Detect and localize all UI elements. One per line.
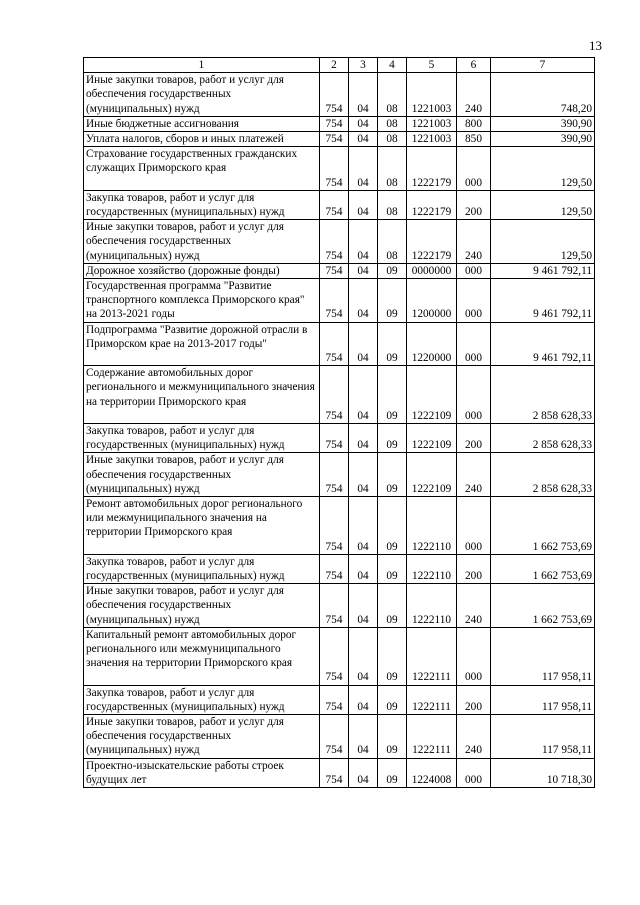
subsection-cell: 09 (378, 554, 407, 583)
code-gov-cell: 754 (320, 190, 349, 219)
amount-cell: 2 858 628,33 (491, 453, 595, 497)
target-item-cell: 1222109 (407, 366, 457, 424)
section-cell: 04 (349, 758, 378, 787)
description-cell: Содержание автомобильных дорог регионального и межмуниципального значения на территории Приморского края (84, 366, 320, 424)
target-item-cell: 1224008 (407, 758, 457, 787)
table-row (84, 424, 595, 453)
table-row (84, 758, 595, 787)
code-gov-cell: 754 (320, 132, 349, 147)
table-row (84, 190, 595, 219)
target-item-cell: 1221003 (407, 73, 457, 117)
expense-type-cell: 240 (457, 220, 491, 264)
table-row (84, 132, 595, 147)
table-row (84, 366, 595, 424)
expense-type-cell: 000 (457, 758, 491, 787)
section-cell: 04 (349, 366, 378, 424)
expense-type-cell: 000 (457, 263, 491, 278)
amount-cell: 10 718,30 (491, 758, 595, 787)
section-cell: 04 (349, 147, 378, 191)
header-cell-6: 6 (457, 58, 491, 73)
subsection-cell: 09 (378, 366, 407, 424)
code-gov-cell: 754 (320, 758, 349, 787)
description-cell: Закупка товаров, работ и услуг для государственных (муниципальных) нужд (84, 190, 320, 219)
amount-cell: 390,90 (491, 116, 595, 131)
target-item-cell: 1222179 (407, 190, 457, 219)
target-item-cell: 1222111 (407, 685, 457, 714)
subsection-cell: 09 (378, 685, 407, 714)
expense-type-cell: 000 (457, 322, 491, 366)
expense-type-cell: 200 (457, 190, 491, 219)
description-cell: Закупка товаров, работ и услуг для государственных (муниципальных) нужд (84, 424, 320, 453)
target-item-cell: 1222110 (407, 497, 457, 555)
amount-cell: 1 662 753,69 (491, 554, 595, 583)
subsection-cell: 09 (378, 279, 407, 323)
target-item-cell: 1200000 (407, 279, 457, 323)
amount-cell: 2 858 628,33 (491, 366, 595, 424)
table-row (84, 263, 595, 278)
amount-cell: 9 461 792,11 (491, 263, 595, 278)
budget-table (83, 57, 595, 788)
amount-cell: 117 958,11 (491, 685, 595, 714)
section-cell: 04 (349, 497, 378, 555)
description-cell: Иные закупки товаров, работ и услуг для обеспечения государственных (муниципальных) нужд (84, 73, 320, 117)
table-row (84, 627, 595, 685)
subsection-cell: 09 (378, 263, 407, 278)
subsection-cell: 08 (378, 220, 407, 264)
table-row (84, 116, 595, 131)
table-row (84, 147, 595, 191)
code-gov-cell: 754 (320, 715, 349, 759)
expense-type-cell: 200 (457, 685, 491, 714)
table-row (84, 685, 595, 714)
section-cell: 04 (349, 453, 378, 497)
code-gov-cell: 754 (320, 279, 349, 323)
code-gov-cell: 754 (320, 116, 349, 131)
code-gov-cell: 754 (320, 220, 349, 264)
header-cell-7: 7 (491, 58, 595, 73)
target-item-cell: 1222111 (407, 627, 457, 685)
section-cell: 04 (349, 715, 378, 759)
code-gov-cell: 754 (320, 322, 349, 366)
expense-type-cell: 240 (457, 73, 491, 117)
amount-cell: 129,50 (491, 220, 595, 264)
target-item-cell: 1222109 (407, 424, 457, 453)
description-cell: Подпрограмма "Развитие дорожной отрасли в Приморском крае на 2013-2017 годы" (84, 322, 320, 366)
code-gov-cell: 754 (320, 685, 349, 714)
amount-cell: 9 461 792,11 (491, 322, 595, 366)
subsection-cell: 08 (378, 116, 407, 131)
header-cell-4: 4 (378, 58, 407, 73)
description-cell: Иные закупки товаров, работ и услуг для обеспечения государственных (муниципальных) нужд (84, 220, 320, 264)
header-cell-3: 3 (349, 58, 378, 73)
target-item-cell: 1221003 (407, 116, 457, 131)
code-gov-cell: 754 (320, 627, 349, 685)
target-item-cell: 1222109 (407, 453, 457, 497)
section-cell: 04 (349, 132, 378, 147)
code-gov-cell: 754 (320, 584, 349, 628)
table-header-row (84, 58, 595, 73)
amount-cell: 9 461 792,11 (491, 279, 595, 323)
subsection-cell: 08 (378, 132, 407, 147)
section-cell: 04 (349, 584, 378, 628)
table-row (84, 220, 595, 264)
section-cell: 04 (349, 322, 378, 366)
subsection-cell: 09 (378, 758, 407, 787)
expense-type-cell: 000 (457, 147, 491, 191)
amount-cell: 390,90 (491, 132, 595, 147)
header-cell-5: 5 (407, 58, 457, 73)
expense-type-cell: 240 (457, 453, 491, 497)
description-cell: Закупка товаров, работ и услуг для государственных (муниципальных) нужд (84, 554, 320, 583)
table-row (84, 715, 595, 759)
target-item-cell: 0000000 (407, 263, 457, 278)
expense-type-cell: 240 (457, 584, 491, 628)
code-gov-cell: 754 (320, 424, 349, 453)
description-cell: Иные бюджетные ассигнования (84, 116, 320, 131)
amount-cell: 1 662 753,69 (491, 584, 595, 628)
section-cell: 04 (349, 73, 378, 117)
expense-type-cell: 240 (457, 715, 491, 759)
header-cell-1: 1 (84, 58, 320, 73)
section-cell: 04 (349, 263, 378, 278)
description-cell: Уплата налогов, сборов и иных платежей (84, 132, 320, 147)
description-cell: Государственная программа "Развитие транспортного комплекса Приморского края" на 2013-2021 годы (84, 279, 320, 323)
code-gov-cell: 754 (320, 453, 349, 497)
table-row (84, 322, 595, 366)
table-row (84, 453, 595, 497)
subsection-cell: 08 (378, 73, 407, 117)
section-cell: 04 (349, 116, 378, 131)
section-cell: 04 (349, 685, 378, 714)
description-cell: Проектно-изыскательские работы строек будущих лет (84, 758, 320, 787)
amount-cell: 117 958,11 (491, 715, 595, 759)
description-cell: Дорожное хозяйство (дорожные фонды) (84, 263, 320, 278)
description-cell: Иные закупки товаров, работ и услуг для обеспечения государственных (муниципальных) нужд (84, 453, 320, 497)
table-row (84, 554, 595, 583)
description-cell: Иные закупки товаров, работ и услуг для обеспечения государственных (муниципальных) нужд (84, 715, 320, 759)
amount-cell: 748,20 (491, 73, 595, 117)
code-gov-cell: 754 (320, 73, 349, 117)
expense-type-cell: 200 (457, 424, 491, 453)
subsection-cell: 09 (378, 322, 407, 366)
section-cell: 04 (349, 279, 378, 323)
subsection-cell: 09 (378, 627, 407, 685)
expense-type-cell: 000 (457, 366, 491, 424)
description-cell: Ремонт автомобильных дорог регионального или межмуниципального значения на территории Приморского края (84, 497, 320, 555)
code-gov-cell: 754 (320, 263, 349, 278)
table-row (84, 584, 595, 628)
expense-type-cell: 000 (457, 627, 491, 685)
code-gov-cell: 754 (320, 554, 349, 583)
section-cell: 04 (349, 424, 378, 453)
amount-cell: 1 662 753,69 (491, 497, 595, 555)
subsection-cell: 09 (378, 453, 407, 497)
subsection-cell: 09 (378, 424, 407, 453)
target-item-cell: 1222179 (407, 220, 457, 264)
target-item-cell: 1222179 (407, 147, 457, 191)
code-gov-cell: 754 (320, 366, 349, 424)
subsection-cell: 09 (378, 715, 407, 759)
code-gov-cell: 754 (320, 147, 349, 191)
amount-cell: 129,50 (491, 147, 595, 191)
subsection-cell: 08 (378, 190, 407, 219)
subsection-cell: 09 (378, 497, 407, 555)
code-gov-cell: 754 (320, 497, 349, 555)
expense-type-cell: 800 (457, 116, 491, 131)
expense-type-cell: 000 (457, 497, 491, 555)
expense-type-cell: 000 (457, 279, 491, 323)
description-cell: Иные закупки товаров, работ и услуг для обеспечения государственных (муниципальных) нужд (84, 584, 320, 628)
section-cell: 04 (349, 554, 378, 583)
table-row (84, 497, 595, 555)
subsection-cell: 08 (378, 147, 407, 191)
description-cell: Страхование государственных гражданских служащих Приморского края (84, 147, 320, 191)
page-number: 13 (589, 38, 602, 53)
amount-cell: 117 958,11 (491, 627, 595, 685)
subsection-cell: 09 (378, 584, 407, 628)
target-item-cell: 1222110 (407, 554, 457, 583)
expense-type-cell: 200 (457, 554, 491, 583)
amount-cell: 2 858 628,33 (491, 424, 595, 453)
target-item-cell: 1221003 (407, 132, 457, 147)
section-cell: 04 (349, 190, 378, 219)
description-cell: Закупка товаров, работ и услуг для государственных (муниципальных) нужд (84, 685, 320, 714)
description-cell: Капитальный ремонт автомобильных дорог регионального или межмуниципального значения на территории Приморского края (84, 627, 320, 685)
header-cell-2: 2 (320, 58, 349, 73)
table-row (84, 73, 595, 117)
table-row (84, 279, 595, 323)
section-cell: 04 (349, 627, 378, 685)
expense-type-cell: 850 (457, 132, 491, 147)
section-cell: 04 (349, 220, 378, 264)
target-item-cell: 1220000 (407, 322, 457, 366)
amount-cell: 129,50 (491, 190, 595, 219)
target-item-cell: 1222110 (407, 584, 457, 628)
target-item-cell: 1222111 (407, 715, 457, 759)
